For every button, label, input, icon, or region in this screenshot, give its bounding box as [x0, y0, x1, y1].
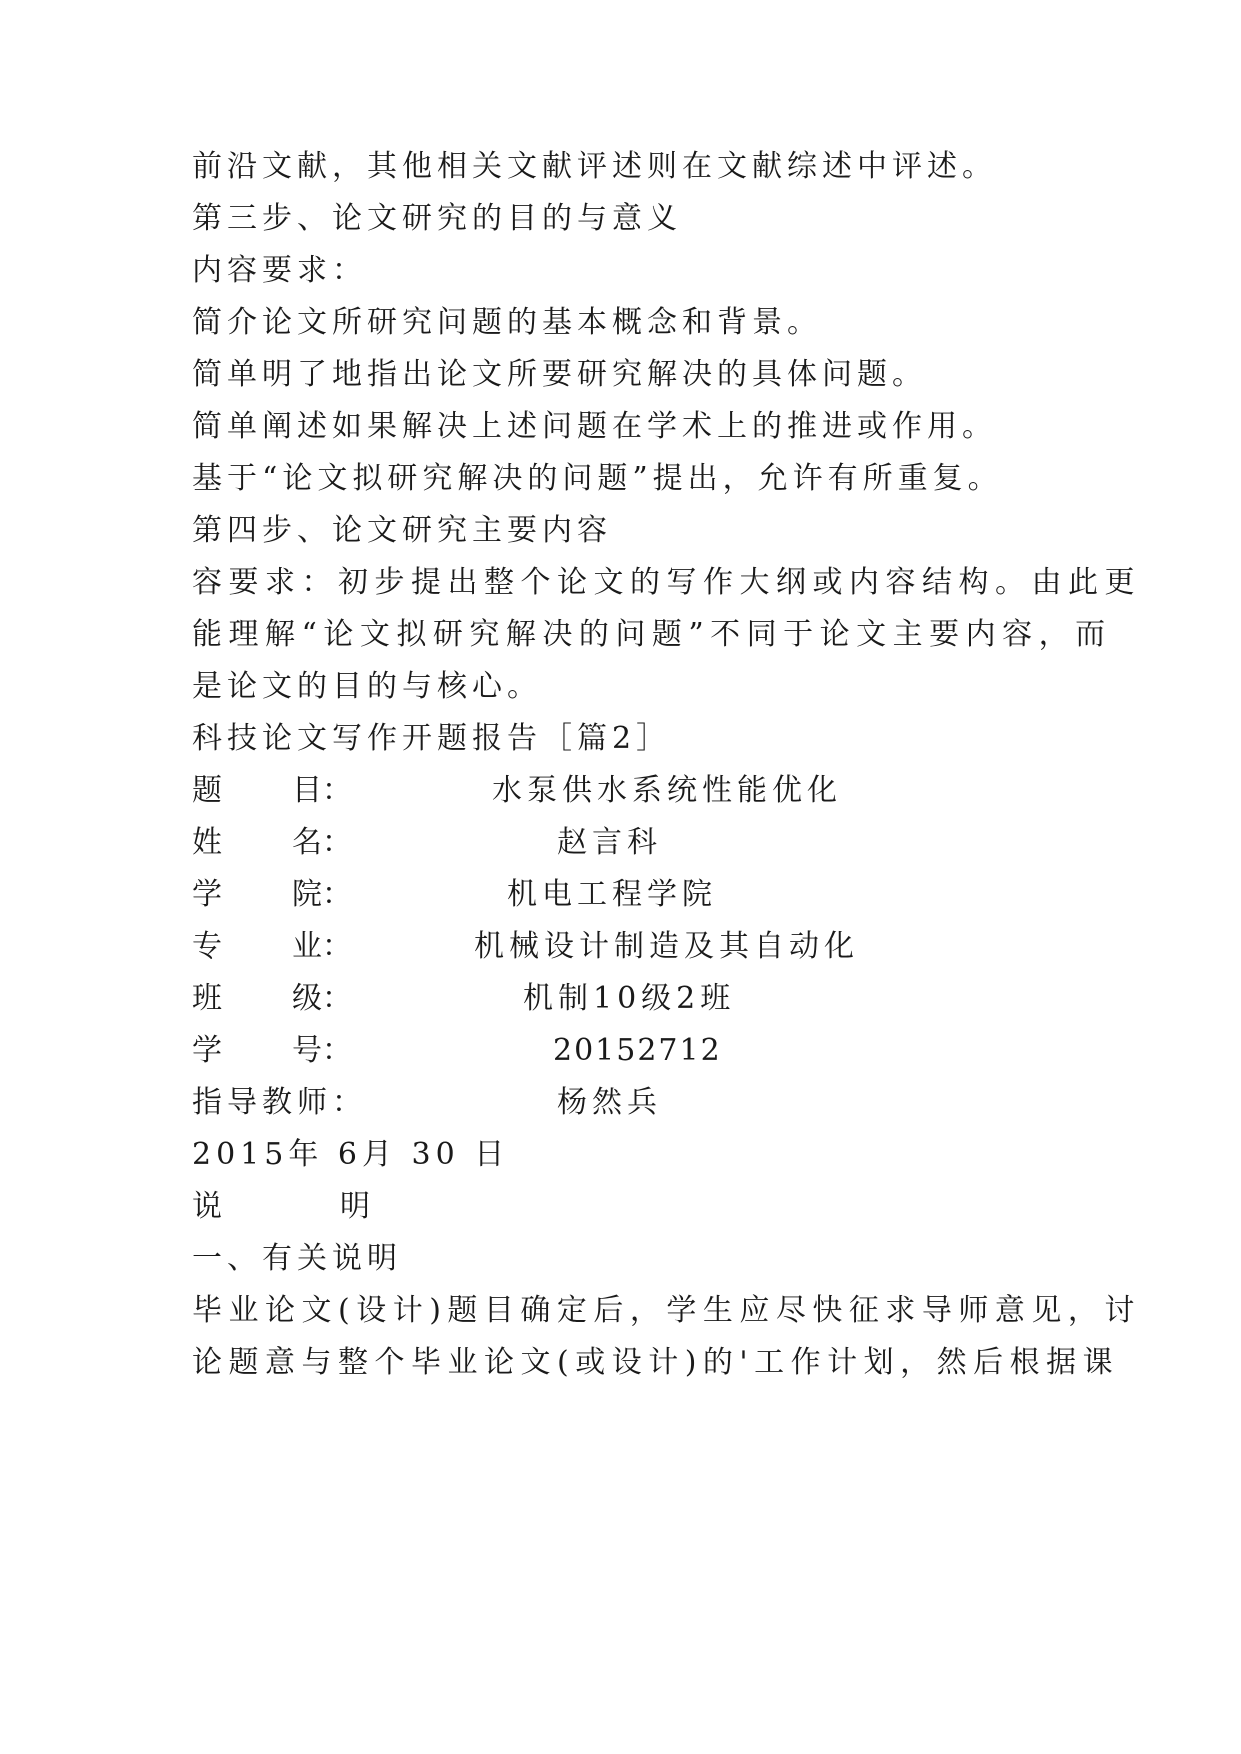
text-line: 毕业论文(设计)题目确定后，学生应尽快征求导师意见，讨: [192, 1293, 1141, 1328]
field-value: 机械设计制造及其自动化: [474, 929, 859, 964]
report-date: 2015年 6月 30 日: [192, 1137, 510, 1172]
field-label: 号：: [292, 1033, 352, 1068]
text-line: 前沿文献，其他相关文献评述则在文献综述中评述。: [192, 149, 997, 184]
field-label: 名：: [292, 825, 352, 860]
section-heading: 第三步、论文研究的目的与意义: [192, 201, 682, 236]
report-title: 科技论文写作开题报告［篇2］: [192, 721, 672, 756]
field-value: 赵言科: [557, 825, 662, 860]
field-value: 水泵供水系统性能优化: [492, 773, 842, 808]
field-label: 姓: [192, 825, 222, 860]
text-line: 是论文的目的与核心。: [192, 669, 542, 704]
text-line: 论题意与整个毕业论文(或设计)的'工作计划，然后根据课: [192, 1345, 1120, 1380]
field-value: 机电工程学院: [507, 877, 717, 912]
field-label: 专: [192, 929, 222, 964]
field-label: 业：: [292, 929, 352, 964]
field-value: 20152712: [553, 1033, 722, 1068]
text-line: 容要求：初步提出整个论文的写作大纲或内容结构。由此更: [192, 565, 1141, 600]
text-line: 简单明了地指出论文所要研究解决的具体问题。: [192, 357, 927, 392]
section-heading: 第四步、论文研究主要内容: [192, 513, 612, 548]
text-line: 简介论文所研究问题的基本概念和背景。: [192, 305, 822, 340]
field-label: 学: [192, 877, 222, 912]
section-heading: 一、有关说明: [192, 1241, 402, 1276]
notes-title-part: 明: [340, 1189, 370, 1224]
text-line: 内容要求：: [192, 253, 367, 288]
field-label: 题: [192, 773, 222, 808]
notes-title-part: 说: [192, 1189, 222, 1224]
field-label: 院：: [292, 877, 352, 912]
field-label: 指导教师：: [192, 1085, 367, 1120]
field-label: 目：: [292, 773, 352, 808]
text-line: 基于“论文拟研究解决的问题”提出，允许有所重复。: [192, 461, 1003, 496]
field-label: 学: [192, 1033, 222, 1068]
text-line: 简单阐述如果解决上述问题在学术上的推进或作用。: [192, 409, 997, 444]
field-label: 班: [192, 981, 222, 1016]
field-value: 杨然兵: [557, 1085, 662, 1120]
field-label: 级：: [292, 981, 352, 1016]
field-value: 机制10级2班: [523, 981, 736, 1016]
text-line: 能理解“论文拟研究解决的问题”不同于论文主要内容，而: [192, 617, 1112, 652]
